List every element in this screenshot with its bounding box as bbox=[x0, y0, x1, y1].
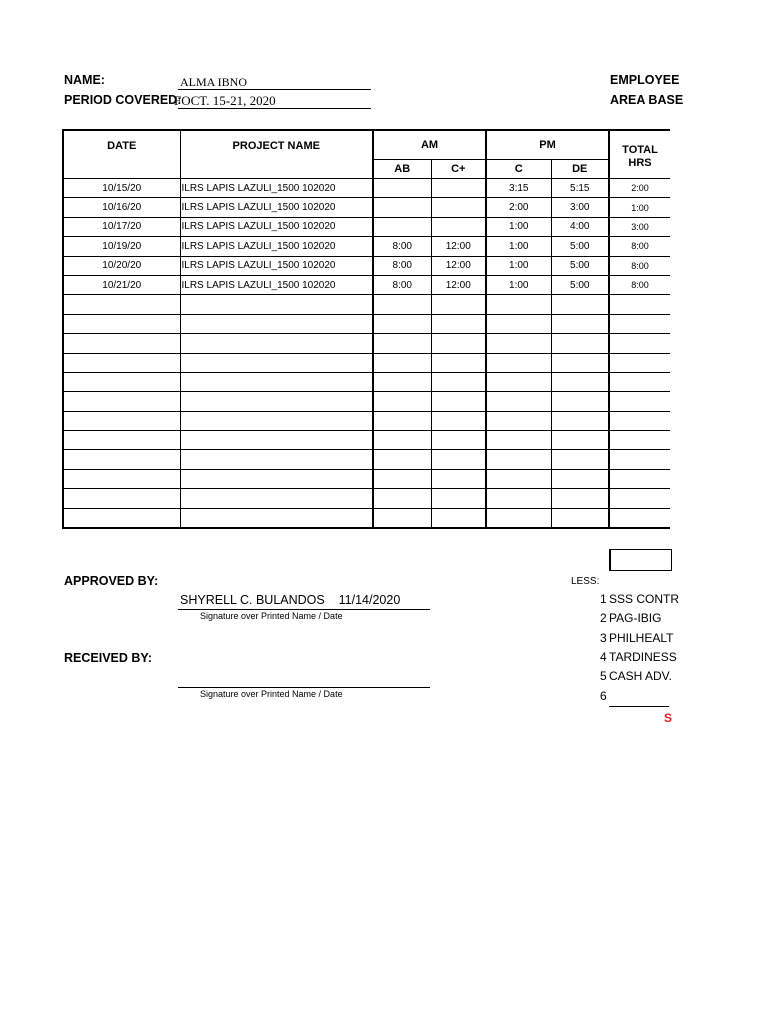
table-row bbox=[63, 372, 670, 391]
total-cell bbox=[609, 334, 670, 353]
de-cell: 5:15 bbox=[551, 179, 609, 198]
table-row bbox=[63, 275, 670, 294]
deduction-number: 4 bbox=[600, 650, 607, 664]
deduction-number: 6 bbox=[600, 689, 607, 703]
name-underline bbox=[178, 89, 371, 90]
date-cell bbox=[63, 392, 180, 411]
deduction-item bbox=[600, 611, 661, 625]
cplus-cell: 12:00 bbox=[431, 256, 486, 275]
pm-header: PM bbox=[486, 130, 609, 160]
total-hrs-sum-box bbox=[609, 549, 672, 571]
period-label: PERIOD COVERED: bbox=[64, 93, 182, 107]
total-cell bbox=[609, 431, 670, 450]
table-row bbox=[63, 392, 670, 411]
ab-cell bbox=[373, 469, 431, 488]
name-value: ALMA IBNO bbox=[180, 75, 248, 89]
ab-cell bbox=[373, 314, 431, 333]
table-row bbox=[63, 489, 670, 508]
am-header: AM bbox=[373, 130, 486, 160]
received-by-label: RECEIVED BY: bbox=[64, 651, 152, 665]
total-cell: 1:00 bbox=[609, 198, 670, 217]
total-cell bbox=[609, 411, 670, 430]
approver-date: 11/14/2020 bbox=[338, 593, 401, 607]
cplus-cell bbox=[431, 411, 486, 430]
ab-cell bbox=[373, 489, 431, 508]
total-hrs-header bbox=[609, 130, 670, 179]
project-cell: ILRS LAPIS LAZULI_1500 102020 bbox=[180, 217, 373, 236]
project-name-header: PROJECT NAME bbox=[180, 130, 373, 179]
project-cell: ILRS LAPIS LAZULI_1500 102020 bbox=[180, 237, 373, 256]
project-cell bbox=[180, 469, 373, 488]
date-cell: 10/15/20 bbox=[63, 179, 180, 198]
ab-cell bbox=[373, 198, 431, 217]
ab-cell bbox=[373, 411, 431, 430]
table-row bbox=[63, 198, 670, 217]
deduction-label: PHILHEALT bbox=[609, 631, 674, 645]
total-cell: 3:00 bbox=[609, 217, 670, 236]
name-label: NAME: bbox=[64, 73, 105, 87]
de-cell bbox=[551, 334, 609, 353]
employee-label: EMPLOYEE bbox=[610, 73, 680, 87]
ab-cell bbox=[373, 179, 431, 198]
c-cell bbox=[486, 353, 551, 372]
de-subheader: DE bbox=[551, 160, 609, 179]
date-cell bbox=[63, 431, 180, 450]
deduction-item bbox=[600, 669, 672, 683]
c-cell bbox=[486, 469, 551, 488]
total-deductions-label: S bbox=[664, 711, 673, 725]
c-cell bbox=[486, 411, 551, 430]
ab-cell bbox=[373, 295, 431, 314]
project-cell bbox=[180, 450, 373, 469]
approver-caption: Signature over Printed Name / Date bbox=[200, 611, 343, 621]
project-cell bbox=[180, 334, 373, 353]
approver-name: SHYRELL C. BULANDOS bbox=[180, 593, 325, 607]
c-cell bbox=[486, 431, 551, 450]
ab-cell bbox=[373, 431, 431, 450]
deduction-item bbox=[600, 631, 673, 645]
de-cell: 5:00 bbox=[551, 275, 609, 294]
project-cell bbox=[180, 392, 373, 411]
cplus-cell: 12:00 bbox=[431, 237, 486, 256]
cplus-cell bbox=[431, 295, 486, 314]
deduction-label: SSS CONTR bbox=[609, 592, 680, 606]
c-cell bbox=[486, 508, 551, 528]
cplus-cell bbox=[431, 217, 486, 236]
receiver-line bbox=[178, 687, 430, 688]
total-cell: 8:00 bbox=[609, 256, 670, 275]
table-row bbox=[63, 431, 670, 450]
receiver-caption: Signature over Printed Name / Date bbox=[200, 689, 343, 699]
approver-line bbox=[178, 609, 430, 610]
date-cell: 10/21/20 bbox=[63, 275, 180, 294]
cplus-cell bbox=[431, 489, 486, 508]
total-cell bbox=[609, 450, 670, 469]
c-cell bbox=[486, 450, 551, 469]
area-base-label: AREA BASE bbox=[610, 93, 684, 107]
date-cell bbox=[63, 353, 180, 372]
total-cell bbox=[609, 314, 670, 333]
ab-cell: 8:00 bbox=[373, 237, 431, 256]
project-cell bbox=[180, 508, 373, 528]
table-row bbox=[63, 314, 670, 333]
ab-cell bbox=[373, 450, 431, 469]
table-row bbox=[63, 217, 670, 236]
cplus-cell bbox=[431, 372, 486, 391]
project-cell bbox=[180, 489, 373, 508]
date-cell: 10/20/20 bbox=[63, 256, 180, 275]
cplus-cell bbox=[431, 392, 486, 411]
deduction-item bbox=[600, 592, 679, 606]
cplus-cell: 12:00 bbox=[431, 275, 486, 294]
date-cell bbox=[63, 489, 180, 508]
date-header: DATE bbox=[63, 130, 180, 179]
table-row bbox=[63, 334, 670, 353]
date-cell bbox=[63, 334, 180, 353]
de-cell bbox=[551, 353, 609, 372]
c-cell bbox=[486, 334, 551, 353]
c-cell bbox=[486, 489, 551, 508]
c-cell: 1:00 bbox=[486, 217, 551, 236]
deduction-6-line bbox=[609, 706, 669, 707]
total-hrs-label: TOTAL HRS bbox=[622, 143, 658, 169]
deduction-number: 5 bbox=[600, 669, 607, 683]
de-cell: 5:00 bbox=[551, 237, 609, 256]
c-cell bbox=[486, 392, 551, 411]
date-cell bbox=[63, 450, 180, 469]
less-label: LESS: bbox=[571, 576, 600, 587]
de-cell bbox=[551, 295, 609, 314]
de-cell bbox=[551, 508, 609, 528]
total-cell bbox=[609, 295, 670, 314]
ab-cell: 8:00 bbox=[373, 275, 431, 294]
table-row bbox=[63, 179, 670, 198]
de-cell bbox=[551, 469, 609, 488]
date-cell bbox=[63, 314, 180, 333]
table-row bbox=[63, 256, 670, 275]
total-cell bbox=[609, 353, 670, 372]
date-cell: 10/19/20 bbox=[63, 237, 180, 256]
total-cell bbox=[609, 508, 670, 528]
deduction-item bbox=[600, 689, 609, 703]
date-cell bbox=[63, 372, 180, 391]
c-cell: 1:00 bbox=[486, 275, 551, 294]
cplus-cell bbox=[431, 198, 486, 217]
deduction-label: CASH ADV. bbox=[609, 669, 672, 683]
period-underline bbox=[178, 108, 371, 109]
ab-cell bbox=[373, 353, 431, 372]
de-cell bbox=[551, 431, 609, 450]
approver-signature bbox=[180, 593, 400, 607]
cplus-subheader: C+ bbox=[431, 160, 486, 179]
date-cell bbox=[63, 508, 180, 528]
de-cell bbox=[551, 411, 609, 430]
deduction-label: PAG-IBIG bbox=[609, 611, 662, 625]
project-cell bbox=[180, 431, 373, 450]
total-cell: 8:00 bbox=[609, 237, 670, 256]
deduction-number: 1 bbox=[600, 592, 607, 606]
deduction-item bbox=[600, 650, 677, 664]
project-cell: ILRS LAPIS LAZULI_1500 102020 bbox=[180, 275, 373, 294]
date-cell: 10/16/20 bbox=[63, 198, 180, 217]
timesheet-table bbox=[62, 129, 670, 529]
c-cell bbox=[486, 295, 551, 314]
cplus-cell bbox=[431, 179, 486, 198]
cplus-cell bbox=[431, 334, 486, 353]
date-cell bbox=[63, 411, 180, 430]
ab-subheader: AB bbox=[373, 160, 431, 179]
ab-cell bbox=[373, 392, 431, 411]
de-cell bbox=[551, 314, 609, 333]
table-row bbox=[63, 469, 670, 488]
c-cell: 1:00 bbox=[486, 237, 551, 256]
total-cell bbox=[609, 489, 670, 508]
project-cell: ILRS LAPIS LAZULI_1500 102020 bbox=[180, 179, 373, 198]
table-row bbox=[63, 353, 670, 372]
table-row bbox=[63, 295, 670, 314]
total-cell bbox=[609, 372, 670, 391]
period-value: FOCT. 15-21, 2020 bbox=[174, 93, 276, 108]
deduction-number: 3 bbox=[600, 631, 607, 645]
c-cell bbox=[486, 314, 551, 333]
c-cell: 1:00 bbox=[486, 256, 551, 275]
cplus-cell bbox=[431, 469, 486, 488]
date-cell bbox=[63, 469, 180, 488]
total-cell bbox=[609, 469, 670, 488]
project-cell bbox=[180, 372, 373, 391]
ab-cell: 8:00 bbox=[373, 256, 431, 275]
cplus-cell bbox=[431, 314, 486, 333]
de-cell: 5:00 bbox=[551, 256, 609, 275]
deduction-number: 2 bbox=[600, 611, 607, 625]
table-row bbox=[63, 237, 670, 256]
total-cell: 2:00 bbox=[609, 179, 670, 198]
table-row bbox=[63, 411, 670, 430]
project-cell bbox=[180, 314, 373, 333]
c-subheader: C bbox=[486, 160, 551, 179]
de-cell bbox=[551, 392, 609, 411]
c-cell: 2:00 bbox=[486, 198, 551, 217]
project-cell: ILRS LAPIS LAZULI_1500 102020 bbox=[180, 256, 373, 275]
ab-cell bbox=[373, 217, 431, 236]
cplus-cell bbox=[431, 508, 486, 528]
project-cell bbox=[180, 353, 373, 372]
c-cell bbox=[486, 372, 551, 391]
deduction-label: TARDINESS bbox=[609, 650, 677, 664]
project-cell bbox=[180, 295, 373, 314]
de-cell bbox=[551, 450, 609, 469]
date-cell bbox=[63, 295, 180, 314]
de-cell: 3:00 bbox=[551, 198, 609, 217]
c-cell: 3:15 bbox=[486, 179, 551, 198]
de-cell: 4:00 bbox=[551, 217, 609, 236]
project-cell: ILRS LAPIS LAZULI_1500 102020 bbox=[180, 198, 373, 217]
table-row bbox=[63, 508, 670, 528]
ab-cell bbox=[373, 334, 431, 353]
de-cell bbox=[551, 489, 609, 508]
cplus-cell bbox=[431, 431, 486, 450]
date-cell: 10/17/20 bbox=[63, 217, 180, 236]
cplus-cell bbox=[431, 353, 486, 372]
project-cell bbox=[180, 411, 373, 430]
ab-cell bbox=[373, 372, 431, 391]
de-cell bbox=[551, 372, 609, 391]
approved-by-label: APPROVED BY: bbox=[64, 574, 159, 588]
table-row bbox=[63, 450, 670, 469]
ab-cell bbox=[373, 508, 431, 528]
cplus-cell bbox=[431, 450, 486, 469]
total-cell: 8:00 bbox=[609, 275, 670, 294]
total-cell bbox=[609, 392, 670, 411]
